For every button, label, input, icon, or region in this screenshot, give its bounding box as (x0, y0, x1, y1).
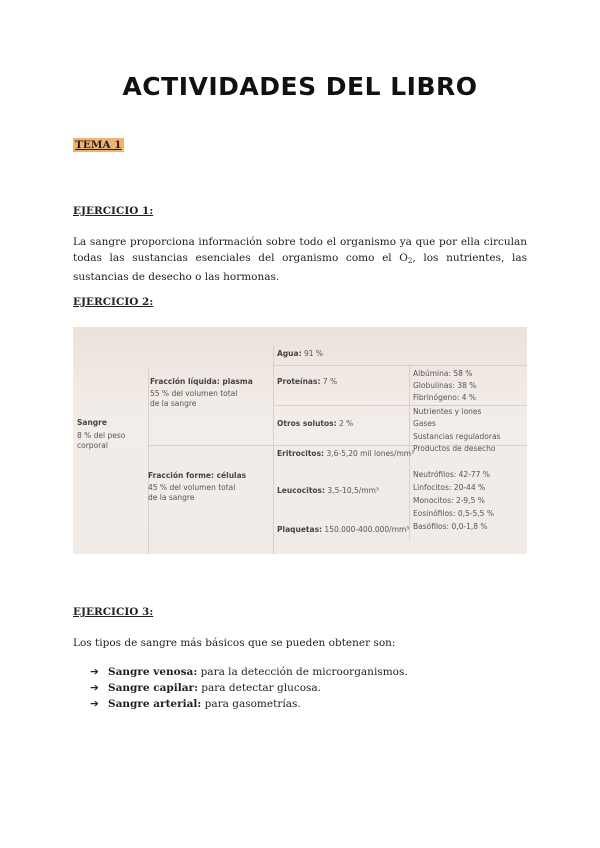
right-item: Fibrinógeno: 4 % (413, 393, 477, 402)
exercise-1-heading: EJERCICIO 1: (73, 205, 154, 217)
sangre-label: Sangre (77, 418, 107, 427)
proteinas-row: Proteínas: 7 % (277, 377, 338, 386)
right-item: Nutrientes y iones (413, 407, 482, 416)
blood-types-list (90, 664, 408, 712)
plasma-sub1: 55 % del volumen total (150, 389, 238, 398)
celulas-sub1: 45 % del volumen total (148, 483, 236, 492)
plaquetas-row: Plaquetas: 150.000-400.000/mm³ (277, 525, 410, 534)
right-item: Neutrófilos: 42-77 % (413, 470, 490, 479)
leucocitos-row: Leucocitos: 3,5-10,5/mm³ (277, 486, 379, 495)
otros-solutos-row: Otros solutos: 2 % (277, 419, 354, 428)
celulas-label: Fracción forme: células (148, 471, 247, 480)
sangre-sub1: 8 % del peso (77, 431, 126, 440)
arrow-right-icon: ➔ (90, 698, 99, 710)
celulas-sub2: de la sangre (148, 493, 195, 502)
eritrocitos-row: Eritrocitos: 3,6-5,20 mil lones/mm³ (277, 449, 415, 458)
right-item: Basófilos: 0,0-1,8 % (413, 522, 488, 531)
arrow-right-icon: ➔ (90, 682, 99, 694)
right-item: Sustancias reguladoras (413, 432, 501, 441)
right-item: Linfocitos: 20-44 % (413, 483, 486, 492)
list-item: ➔ Sangre arterial: para gasometrías. (90, 698, 301, 710)
exercise-3-heading: EJERCICIO 3: (73, 606, 154, 618)
right-item: Gases (413, 419, 436, 428)
exercise-3-intro: Los tipos de sangre más básicos que se pueden obtener son: (73, 637, 396, 649)
exercise-2-heading: EJERCICIO 2: (73, 296, 154, 308)
right-item: Productos de desecho (413, 444, 496, 453)
blood-composition-photo (73, 327, 527, 554)
sangre-sub2: corporal (77, 441, 108, 450)
list-item: ➔ Sangre capilar: para detectar glucosa. (90, 682, 322, 694)
plasma-label: Fracción líquida: plasma (150, 377, 253, 386)
plasma-sub2: de la sangre (150, 399, 197, 408)
right-item: Eosinófilos: 0,5-5,5 % (413, 509, 494, 518)
right-item: Monocitos: 2-9,5 % (413, 496, 485, 505)
list-item: ➔ Sangre venosa: para la detección de microorganismos. (90, 666, 408, 678)
right-item: Globulinas: 38 % (413, 381, 477, 390)
page-title: ACTIVIDADES DEL LIBRO (122, 72, 478, 101)
right-item: Albúmina: 58 % (413, 369, 473, 378)
arrow-right-icon: ➔ (90, 666, 99, 678)
tema-label: TEMA 1 (75, 139, 122, 151)
agua-row: Agua: 91 % (277, 349, 324, 358)
exercise-1-text: La sangre proporciona información sobre todo el organismo ya que por ella circulan todas las sustancias esenciales del organismo como el $O_2$, los nutrientes, las sustancias de desecho o las hormonas. (73, 236, 527, 283)
